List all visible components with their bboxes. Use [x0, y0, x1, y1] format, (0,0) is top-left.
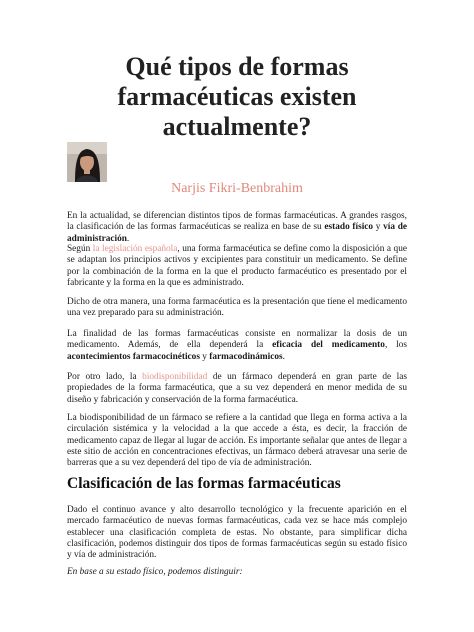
bioavailability-link[interactable]: biodisponibilidad: [142, 372, 208, 382]
bold-text: vía de administración: [67, 222, 407, 244]
paragraph-bioavailability-definition: La biodisponibilidad de un fármaco se refiere a la cantidad que llega en forma activa a la circulación sistémica y la velocidad a la que accede a ésta, es decir, la fracción de medicamento capaz de llegar al lugar de acción. Es importante señalar que antes de llegar a este sitio de acción en concentraciones efectivas, un fármaco deberá atravesar una serie de barreras que a su vez dependerá del tipo de vía de administración.: [67, 413, 407, 469]
paragraph-purpose: [67, 329, 407, 363]
text: La finalidad de las formas farmacéuticas consiste en normalizar la dosis de un medicamento. Además, de ella dependerá la: [67, 329, 407, 351]
paragraph-physical-state: En base a su estado físico, podemos distinguir:: [67, 567, 243, 577]
text: y: [373, 222, 384, 233]
text: y: [199, 351, 210, 362]
section-heading: Clasificación de las formas farmacéuticas: [67, 475, 341, 492]
title-line-3: actualmente?: [162, 112, 312, 141]
paragraph-presentation: Dicho de otra manera, una forma farmacéutica es la presentación que tiene el medicamento una vez preparado para su administración.: [67, 297, 407, 319]
author-name: Narjis Fikri-Benbrahim: [171, 181, 303, 196]
text: Por otro lado, la: [67, 372, 143, 382]
paragraph-bioavailability: [67, 372, 407, 406]
text: de un fármaco dependerá en gran parte de las propiedades de la forma farmacéutica, que a su vez dependerá en menor medida de su diseño y fabricación y conservación de la forma farmacéutica.: [67, 372, 407, 405]
text: .: [126, 233, 130, 244]
bold-text: eficacia del medicamento: [272, 340, 385, 351]
paragraph-definition: [67, 244, 407, 289]
bold-text: acontecimientos farmacocinéticos: [67, 351, 200, 362]
legislation-link[interactable]: la legislación española: [92, 244, 178, 254]
text: .: [282, 351, 285, 362]
paragraph-intro: [67, 211, 407, 245]
bold-text: estado físico: [324, 222, 374, 233]
title-line-1: Qué tipos de formas: [125, 52, 349, 81]
text: En la actualidad, se diferencian distintos tipos de formas farmacéuticas. A grandes rasgos, la clasificación de las formas farmacéuticas se realiza en base de su: [67, 211, 407, 233]
paragraph-classification: Dado el continuo avance y alto desarrollo tecnológico y la frecuente aparición en el mercado farmacéutico de nuevas formas farmacéuticas, cada vez se hace más complejo establecer una clasificación completa de estas. No obstante, para simplificar dicha clasificación, podemos distinguir dos tipos de formas farmacéuticas según su estado físico y vía de administración.: [67, 505, 407, 561]
bold-text: farmacodinámicos: [209, 351, 283, 362]
text: , los: [384, 340, 408, 351]
text: Según: [67, 244, 93, 254]
page-title: [60, 52, 414, 142]
title-line-2: farmacéuticas existen: [117, 82, 357, 111]
author-photo-icon: [67, 142, 107, 182]
author-photo: [67, 142, 107, 182]
text: , una forma farmacéutica se define como la disposición a que se adaptan los principios activos y excipientes para constituir un medicamento. Se define por la combinación de la forma en la que el producto farmacéutico es presentado por el fabricante y la forma en la que es administrado.: [67, 244, 407, 288]
